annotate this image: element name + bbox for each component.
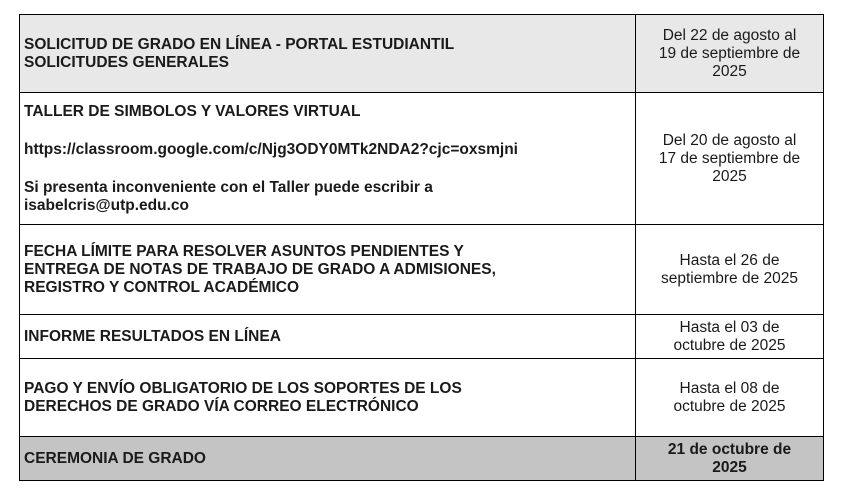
date-line: octubre de 2025: [673, 397, 786, 415]
date-line: Del 22 de agosto al: [662, 26, 797, 44]
activity-title: TALLER DE SIMBOLOS Y VALORES VIRTUAL: [24, 102, 361, 120]
classroom-link[interactable]: https://classroom.google.com/c/Njg3ODY0MTk2NDA2?cjc=oxsmjni: [24, 140, 518, 158]
table-row: [20, 359, 824, 437]
date-line: Del 20 de agosto al: [662, 131, 797, 149]
date-cell: [636, 359, 824, 437]
activity-cell: [20, 315, 636, 359]
activity-line: INFORME RESULTADOS EN LÍNEA: [24, 327, 281, 345]
activity-line: REGISTRO Y CONTROL ACADÉMICO: [24, 278, 300, 296]
date-line: 2025: [712, 167, 747, 185]
activity-note-line: Si presenta inconveniente con el Taller puede escribir a: [24, 178, 433, 196]
activity-line: SOLICITUD DE GRADO EN LÍNEA - PORTAL ESTUDIANTIL: [24, 35, 455, 53]
date-line: octubre de 2025: [673, 336, 786, 354]
activity-cell: [20, 15, 636, 93]
graduation-schedule-table: [19, 14, 824, 481]
table-row: [20, 437, 824, 481]
contact-email[interactable]: isabelcris@utp.edu.co: [24, 196, 189, 214]
activity-line: CEREMONIA DE GRADO: [24, 449, 206, 467]
date-cell: [636, 315, 824, 359]
activity-cell: [20, 437, 636, 481]
table-row: [20, 15, 824, 93]
activity-line: FECHA LÍMITE PARA RESOLVER ASUNTOS PENDIENTES Y: [24, 242, 464, 260]
activity-cell: [20, 359, 636, 437]
activity-line: SOLICITUDES GENERALES: [24, 53, 229, 71]
date-cell: [636, 437, 824, 481]
date-line: Hasta el 26 de: [679, 251, 780, 269]
table-row: [20, 225, 824, 315]
activity-line: PAGO Y ENVÍO OBLIGATORIO DE LOS SOPORTES DE LOS: [24, 379, 462, 397]
date-line: Hasta el 08 de: [679, 379, 780, 397]
date-line: 19 de septiembre de: [658, 44, 801, 62]
date-cell: [636, 15, 824, 93]
date-line: 17 de septiembre de: [658, 149, 801, 167]
date-line: 21 de octubre de: [667, 440, 792, 458]
table-row: [20, 93, 824, 225]
date-line: 2025: [712, 458, 747, 476]
date-line: Hasta el 03 de: [679, 318, 780, 336]
activity-line: DERECHOS DE GRADO VÍA CORREO ELECTRÓNICO: [24, 397, 419, 415]
date-line: 2025: [712, 62, 747, 80]
activity-line: ENTREGA DE NOTAS DE TRABAJO DE GRADO A ADMISIONES,: [24, 260, 496, 278]
date-cell: [636, 225, 824, 315]
date-cell: [636, 93, 824, 225]
date-line: septiembre de 2025: [660, 269, 798, 287]
activity-cell: [20, 93, 636, 225]
table-row: [20, 315, 824, 359]
activity-cell: [20, 225, 636, 315]
